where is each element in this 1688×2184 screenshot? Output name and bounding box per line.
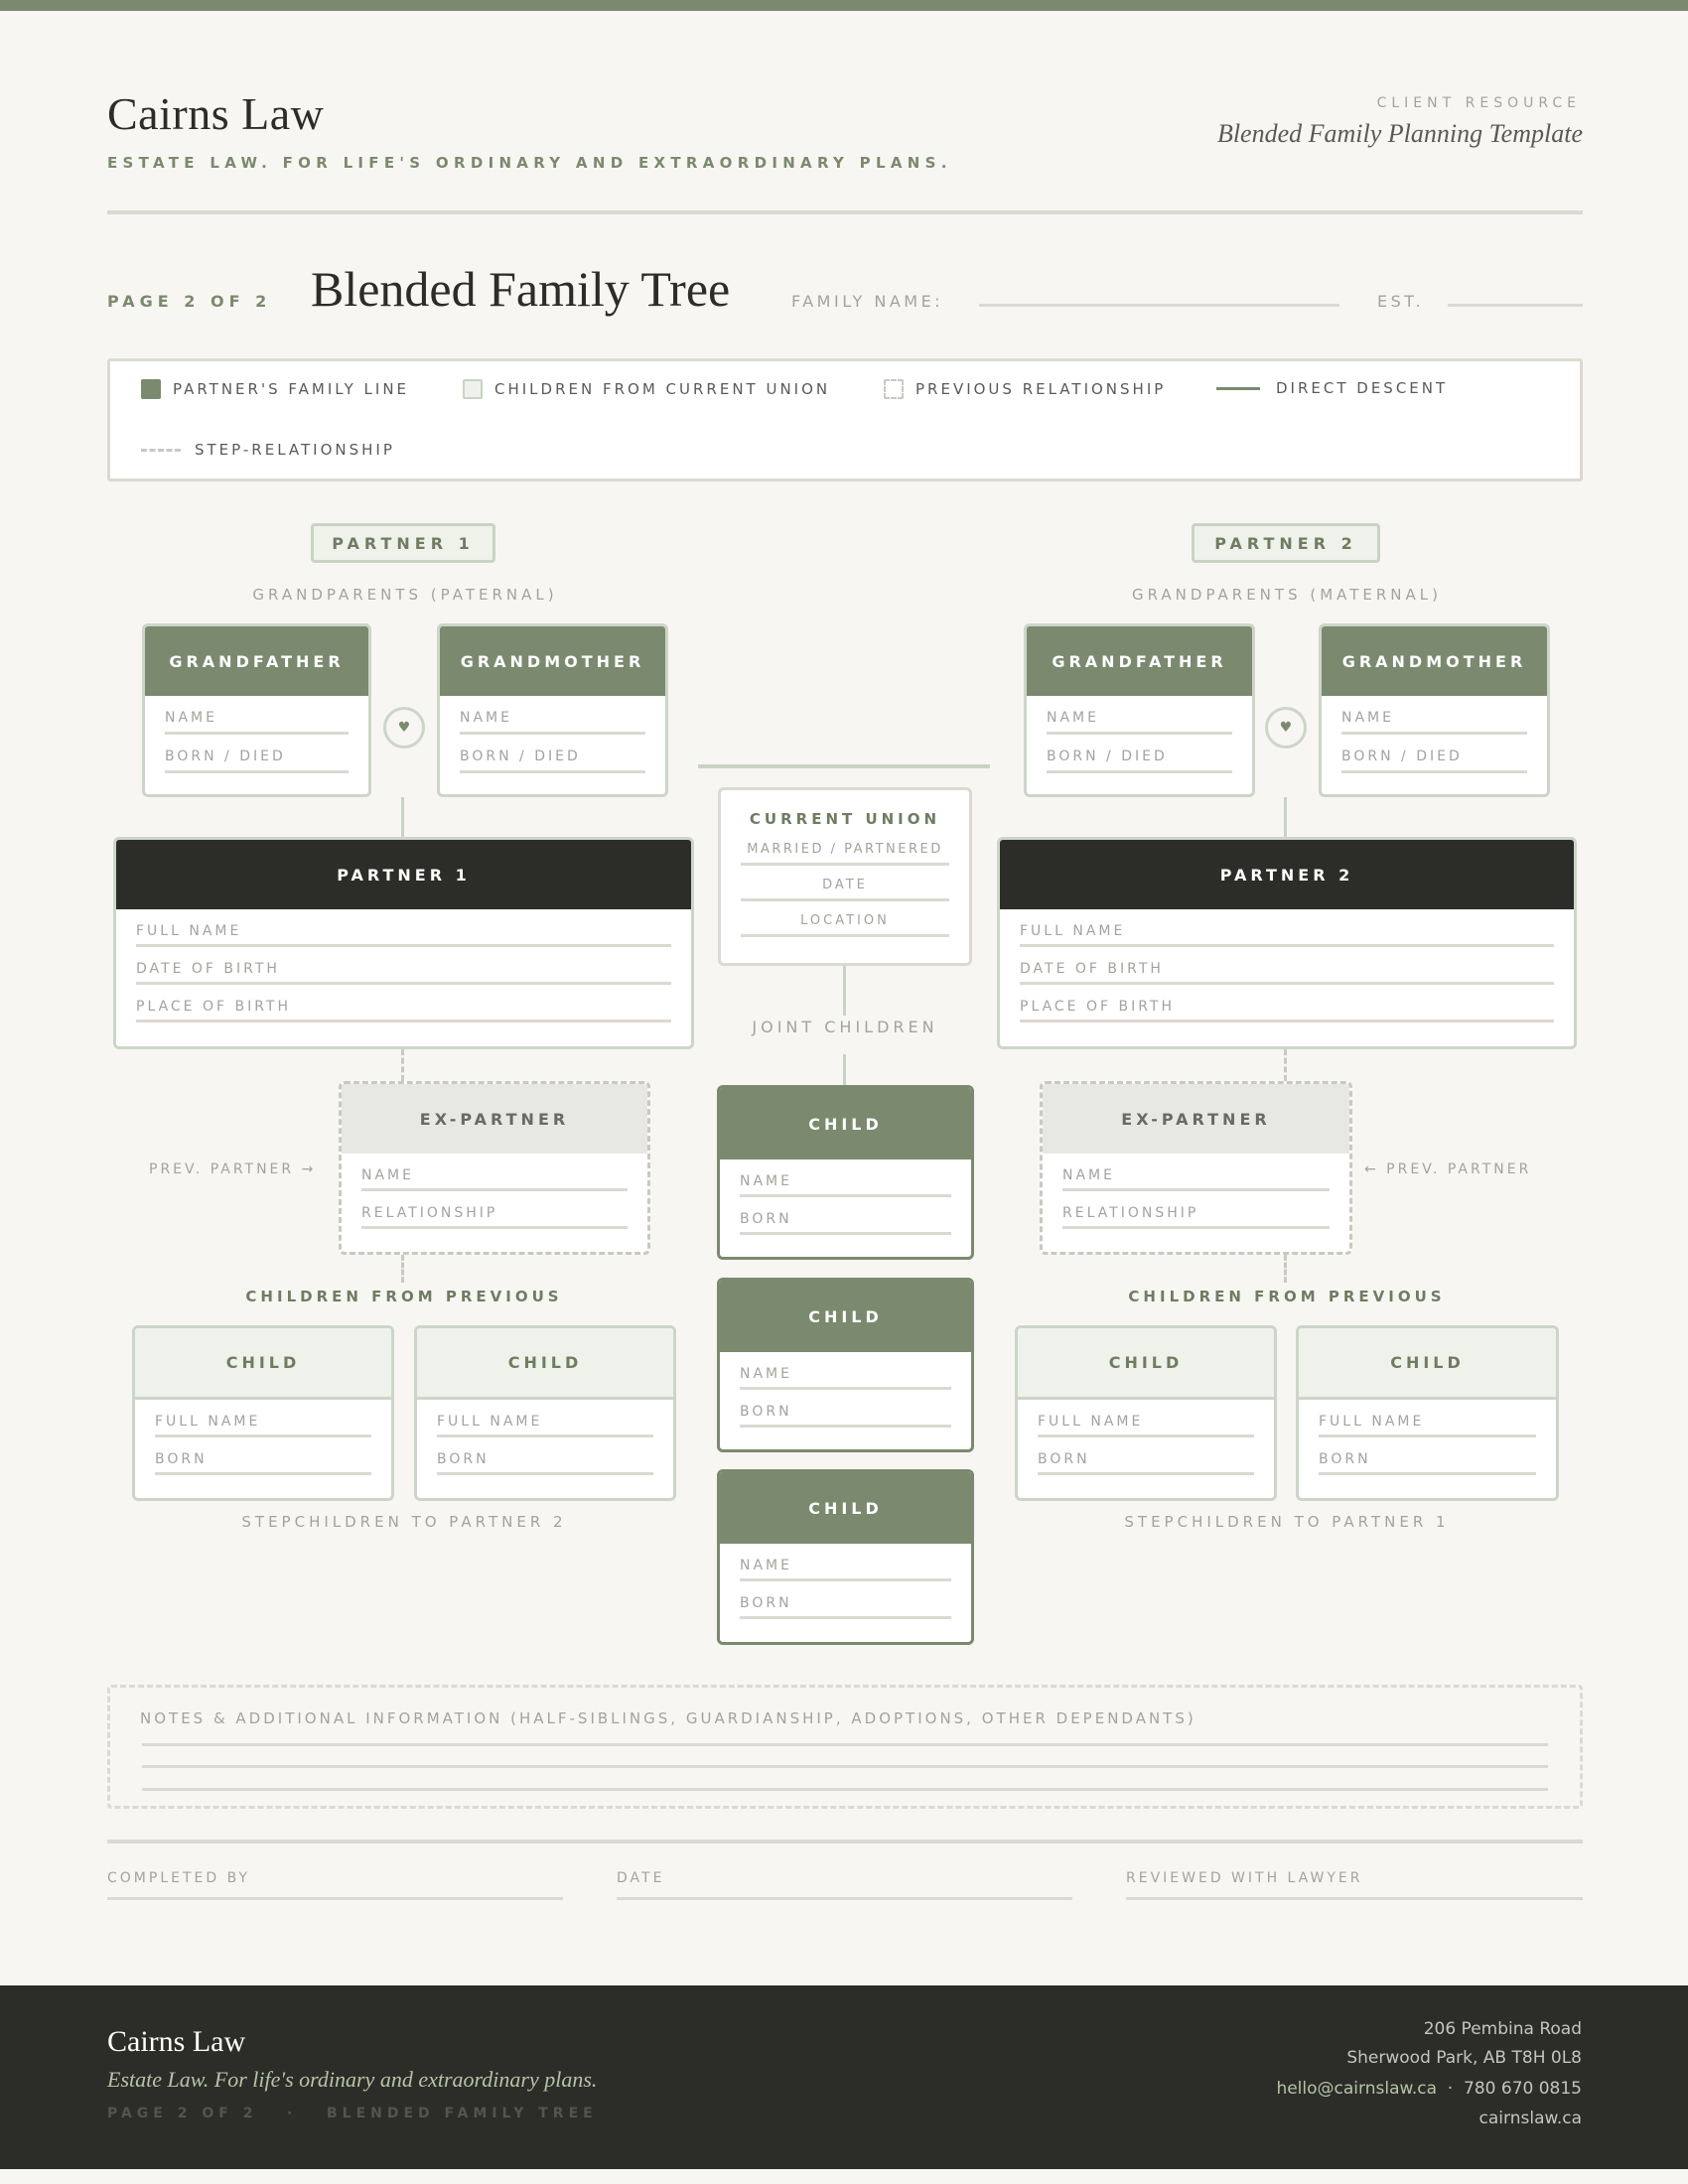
married-field[interactable]: MARRIED / PARTNERED <box>741 830 949 866</box>
legend-label: PARTNER'S FAMILY LINE <box>173 380 410 398</box>
born-died-field[interactable]: BORN / DIED <box>460 735 645 773</box>
brand-name: Cairns Law <box>107 88 325 139</box>
location-field[interactable]: LOCATION <box>741 901 949 937</box>
prev-partner-label: PREV. PARTNER → <box>149 1161 317 1177</box>
name-field[interactable]: NAME <box>1341 696 1527 735</box>
family-name-label: FAMILY NAME: <box>791 292 944 311</box>
solid-line-icon <box>1216 387 1260 390</box>
dashed-line-icon <box>141 449 181 452</box>
legend-label: STEP-RELATIONSHIP <box>195 441 395 459</box>
full-name-field[interactable]: FULL NAME <box>136 909 671 947</box>
est-label: EST. <box>1377 292 1425 311</box>
card-header: PARTNER 1 <box>116 840 691 909</box>
maternal-grandparents-label: GRANDPARENTS (MATERNAL) <box>1131 586 1443 604</box>
card-header: EX-PARTNER <box>342 1084 647 1154</box>
card-header: PARTNER 2 <box>1000 840 1574 909</box>
card-header: CHILD <box>720 1472 971 1544</box>
card-header: CHILD <box>1018 1328 1274 1400</box>
card-header: CHILD <box>720 1281 971 1352</box>
reviewed-field[interactable] <box>1126 1897 1583 1900</box>
footer-website-link[interactable]: cairnslaw.ca <box>1478 2109 1582 2128</box>
relationship-field[interactable]: RELATIONSHIP <box>361 1191 628 1229</box>
step-connector <box>401 1255 404 1283</box>
name-field[interactable]: NAME <box>740 1160 951 1197</box>
name-field[interactable]: NAME <box>361 1154 628 1191</box>
resource-label: CLIENT RESOURCE <box>1376 95 1581 111</box>
legend-label: DIRECT DESCENT <box>1276 379 1449 397</box>
descent-connector <box>1284 797 1287 839</box>
completed-by-label: COMPLETED BY <box>107 1870 250 1886</box>
footer-brand: Cairns Law <box>107 2025 246 2058</box>
union-connector <box>698 764 990 768</box>
born-died-field[interactable]: BORN / DIED <box>165 735 349 773</box>
joint-child-card <box>717 1085 974 1260</box>
name-field[interactable]: NAME <box>165 696 349 735</box>
page-indicator: PAGE 2 OF 2 <box>107 292 272 311</box>
descent-connector <box>401 797 404 839</box>
card-header: CHILD <box>720 1088 971 1160</box>
pob-field[interactable]: PLACE OF BIRTH <box>1020 985 1554 1023</box>
card-header: GRANDFATHER <box>145 626 368 696</box>
reviewed-label: REVIEWED WITH LAWYER <box>1126 1870 1363 1886</box>
brand-tagline: ESTATE LAW. FOR LIFE'S ORDINARY AND EXTRAORDINARY PLANS. <box>107 154 952 172</box>
descent-connector <box>843 1054 846 1085</box>
step-connector <box>1284 1049 1287 1081</box>
born-field[interactable]: BORN <box>740 1390 951 1428</box>
completed-by-field[interactable] <box>107 1897 563 1900</box>
footer-address-line2: Sherwood Park, AB T8H 0L8 <box>1346 2048 1582 2068</box>
born-field[interactable]: BORN <box>437 1437 653 1475</box>
stepchild-card <box>132 1325 394 1501</box>
card-header: GRANDMOTHER <box>440 626 665 696</box>
light-square-icon <box>463 379 483 399</box>
card-header: EX-PARTNER <box>1043 1084 1349 1154</box>
name-field[interactable]: NAME <box>460 696 645 735</box>
step-connector <box>401 1049 404 1081</box>
joint-child-card <box>717 1469 974 1645</box>
heart-icon: ♥ <box>1265 707 1307 749</box>
union-fields <box>741 830 949 937</box>
notes-line[interactable] <box>142 1788 1548 1791</box>
legend <box>107 358 1583 481</box>
separator: · <box>1437 2079 1465 2099</box>
footer-email-link[interactable]: hello@cairnslaw.ca <box>1276 2079 1437 2099</box>
card-header: CHILD <box>1299 1328 1556 1400</box>
born-field[interactable]: BORN <box>155 1437 371 1475</box>
date-field[interactable] <box>617 1897 1072 1900</box>
born-field[interactable]: BORN <box>740 1197 951 1235</box>
footer-phone[interactable]: 780 670 0815 <box>1464 2079 1582 2099</box>
notes-line[interactable] <box>142 1765 1548 1768</box>
name-field[interactable]: NAME <box>1062 1154 1330 1191</box>
card-header: CHILD <box>417 1328 673 1400</box>
dob-field[interactable]: DATE OF BIRTH <box>1020 947 1554 985</box>
pob-field[interactable]: PLACE OF BIRTH <box>136 985 671 1023</box>
footer-tagline: Estate Law. For life's ordinary and extraordinary plans. <box>107 2067 598 2092</box>
est-field[interactable] <box>1448 304 1583 307</box>
card-header: GRANDFATHER <box>1027 626 1252 696</box>
date-field[interactable]: DATE <box>741 866 949 901</box>
date-label: DATE <box>617 1870 665 1886</box>
full-name-field[interactable]: FULL NAME <box>155 1400 371 1437</box>
solid-square-icon <box>141 379 161 399</box>
union-title: CURRENT UNION <box>749 810 941 828</box>
dashed-square-icon <box>884 379 904 399</box>
full-name-field[interactable]: FULL NAME <box>1038 1400 1254 1437</box>
resource-title: Blended Family Planning Template <box>1216 119 1583 148</box>
born-field[interactable]: BORN <box>740 1581 951 1619</box>
descent-connector <box>843 966 846 1016</box>
stepchildren-label: STEPCHILDREN TO PARTNER 1 <box>1124 1513 1450 1531</box>
name-field[interactable]: NAME <box>740 1352 951 1390</box>
stepchild-card <box>1015 1325 1277 1501</box>
dob-field[interactable]: DATE OF BIRTH <box>136 947 671 985</box>
stepchildren-label: STEPCHILDREN TO PARTNER 2 <box>241 1513 567 1531</box>
notes-box[interactable] <box>107 1685 1583 1809</box>
current-union-card <box>718 787 972 966</box>
footer-page-label: PAGE 2 OF 2 · BLENDED FAMILY TREE <box>107 2106 598 2121</box>
joint-child-card <box>717 1278 974 1452</box>
step-connector <box>1284 1255 1287 1283</box>
footer-address-line1: 206 Pembina Road <box>1423 2019 1582 2039</box>
born-died-field[interactable]: BORN / DIED <box>1047 735 1232 773</box>
partner2-card <box>997 837 1577 1049</box>
legend-label: PREVIOUS RELATIONSHIP <box>915 380 1167 398</box>
joint-children-label: JOINT CHILDREN <box>752 1018 938 1036</box>
full-name-field[interactable]: FULL NAME <box>437 1400 653 1437</box>
legend-item-step <box>141 441 395 459</box>
prev-partner-label: ← PREV. PARTNER <box>1364 1161 1532 1177</box>
maternal-grandfather-card <box>1024 623 1255 797</box>
legend-item-family-line <box>141 379 409 399</box>
partner1-tag: PARTNER 1 <box>311 523 495 563</box>
card-header: CHILD <box>135 1328 391 1400</box>
signature-divider <box>107 1840 1583 1843</box>
top-accent-bar <box>0 0 1688 11</box>
partner2-tag: PARTNER 2 <box>1192 523 1380 563</box>
bottom-strip <box>0 2169 1688 2184</box>
legend-item-direct-descent <box>1216 379 1448 397</box>
full-name-field[interactable]: FULL NAME <box>1319 1400 1536 1437</box>
partner1-card <box>113 837 694 1049</box>
legend-item-previous <box>884 379 1166 399</box>
notes-line[interactable] <box>142 1743 1548 1746</box>
ex-partner-card-right <box>1040 1081 1352 1255</box>
ex-partner-card-left <box>339 1081 650 1255</box>
born-field[interactable]: BORN <box>1319 1437 1536 1475</box>
page-title: Blended Family Tree <box>311 261 731 317</box>
children-from-previous-label: CHILDREN FROM PREVIOUS <box>1128 1288 1446 1305</box>
children-from-previous-label: CHILDREN FROM PREVIOUS <box>245 1288 563 1305</box>
notes-label: NOTES & ADDITIONAL INFORMATION (HALF-SIBLINGS, GUARDIANSHIP, ADOPTIONS, OTHER DEPENDANTS) <box>140 1709 1196 1727</box>
name-field[interactable]: NAME <box>740 1544 951 1581</box>
header-divider <box>107 210 1583 214</box>
paternal-grandmother-card <box>437 623 668 797</box>
legend-label: CHILDREN FROM CURRENT UNION <box>494 380 831 398</box>
relationship-field[interactable]: RELATIONSHIP <box>1062 1191 1330 1229</box>
paternal-grandfather-card <box>142 623 371 797</box>
footer-contact <box>1276 2079 1582 2099</box>
family-name-field[interactable] <box>979 304 1339 307</box>
stepchild-card <box>414 1325 676 1501</box>
paternal-grandparents-label: GRANDPARENTS (PATERNAL) <box>252 586 558 604</box>
born-died-field[interactable]: BORN / DIED <box>1341 735 1527 773</box>
maternal-grandmother-card <box>1319 623 1550 797</box>
legend-item-current-union <box>463 379 830 399</box>
name-field[interactable]: NAME <box>1047 696 1232 735</box>
stepchild-card <box>1296 1325 1559 1501</box>
full-name-field[interactable]: FULL NAME <box>1020 909 1554 947</box>
card-header: GRANDMOTHER <box>1322 626 1547 696</box>
heart-icon: ♥ <box>383 707 425 749</box>
born-field[interactable]: BORN <box>1038 1437 1254 1475</box>
